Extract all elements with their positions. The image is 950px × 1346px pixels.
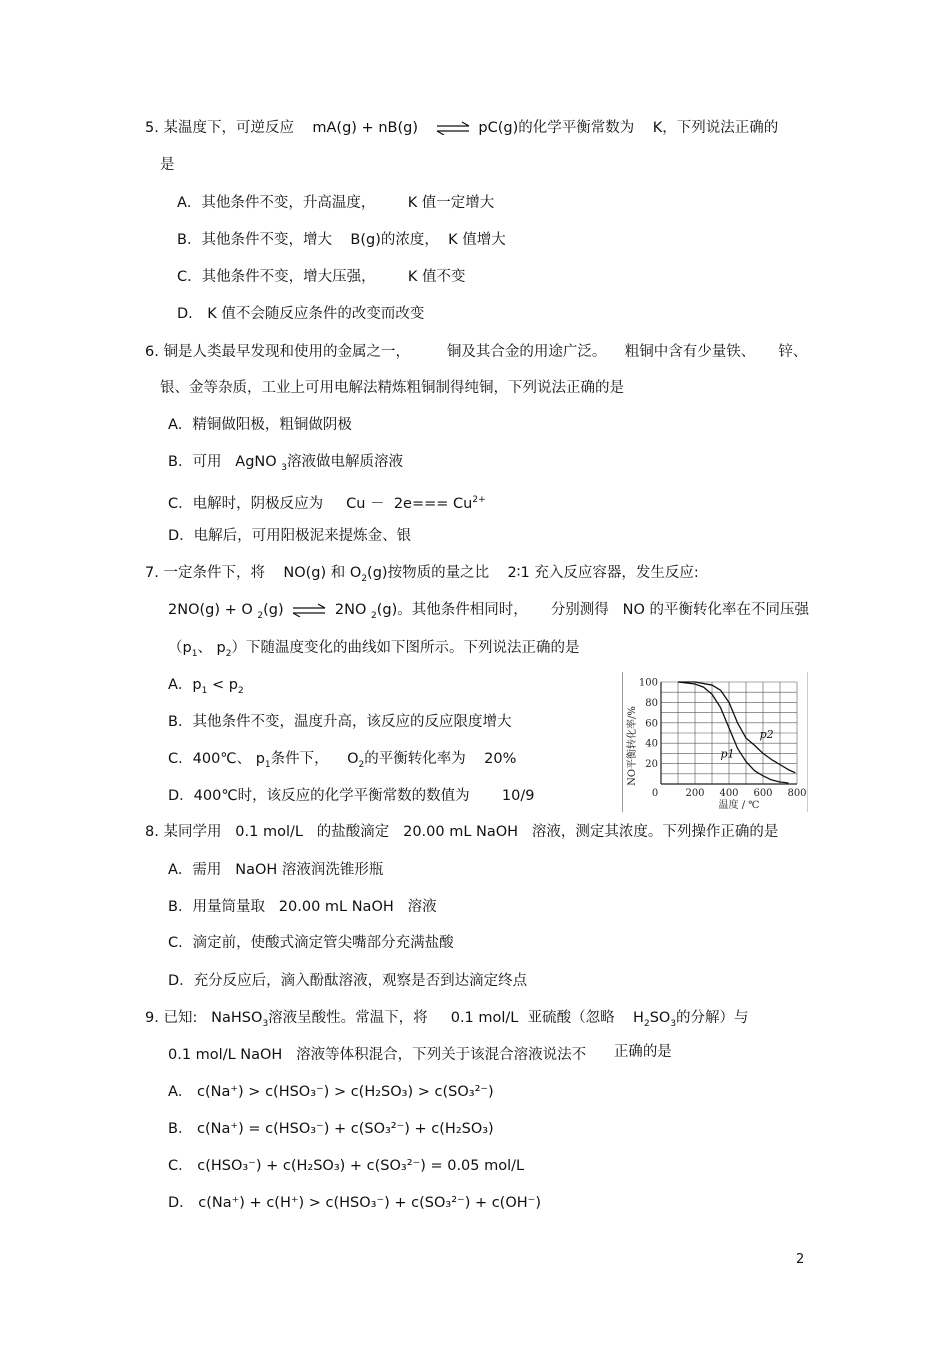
q9-line1-g: H [633, 1010, 644, 1026]
q9-line1-sub1: 3 [262, 1018, 269, 1029]
q5-stem: 5. 某温度下，可逆反应 [145, 120, 294, 136]
q7-line1 [145, 563, 699, 589]
page-number: 2 [796, 1252, 805, 1267]
q9-line1-e: 0.1 mol/L [450, 1010, 519, 1026]
q7-line2-g: 分别测得 [550, 602, 609, 618]
q6-option-c-c: 2e [393, 495, 412, 512]
q5-option-b [177, 230, 506, 250]
q8-line1-e: 溶液，测定其浓度。下列操作正确的是 [531, 824, 779, 840]
q8-option-b-a: B．用量筒量取 [168, 899, 265, 915]
q7-line2-a: 2NO(g) + O [168, 602, 253, 618]
equilibrium-arrow-icon [292, 603, 326, 617]
q8-option-a [168, 860, 383, 880]
x-tick-label: 600 [753, 788, 773, 799]
q9-line2-emphasis: 正确 [613, 1044, 643, 1060]
series-label-p1: p1 [720, 747, 735, 761]
equilibrium-arrow-icon [436, 121, 470, 135]
q9-line1 [145, 1008, 749, 1034]
q9-line1-b: NaHSO [211, 1010, 263, 1026]
q9-line1-d: 溶液呈酸性。常温下，将 [268, 1010, 428, 1026]
series-label-p2: p2 [759, 728, 774, 742]
q7-line2-h: NO 的平衡转化率在不同压强 [622, 602, 810, 618]
q9-line1-f: 亚硫酸（忽略 [527, 1010, 615, 1026]
q9-option-c: C． c(HSO₃⁻) + c(H₂SO₃) + c(SO₃²⁻) = 0.05 mol/L [168, 1158, 525, 1174]
q5-option-a-text: A．其他条件不变，升高温度， [177, 195, 376, 211]
q5-product: pC(g)的化学平衡常数为 [478, 120, 635, 136]
q9-line1-a: 9. 已知: [145, 1010, 198, 1026]
q7-option-c-sub1: 1 [264, 759, 271, 770]
x-tick-label: 800 [787, 788, 807, 799]
q6-option-b-sub: 3 [281, 462, 288, 473]
q6-option-c-sup: 2+ [472, 495, 486, 505]
q6-option-b-b: AgNO [235, 454, 277, 470]
q5-line2: 是 [160, 157, 175, 173]
q7-option-d-a: D．400℃时，该反应的化学平衡常数的数值为 [168, 788, 470, 804]
q5-option-b-text2: B(g)的浓度， [350, 232, 439, 248]
q6-option-d: D．电解后，可用阳极泥来提炼金、银 [168, 528, 412, 544]
q7-option-d [168, 786, 534, 806]
q6-option-c [168, 490, 486, 514]
q5-option-a [177, 193, 494, 213]
q7-line3-sub1: 1 [191, 648, 198, 659]
q5-option-c-text2: K 值不变 [407, 269, 466, 285]
q7-option-a-c: < p [207, 677, 238, 693]
q6-line2: 银、金等杂质，工业上可用电解法精炼粗铜制得纯铜，下列说法正确的是 [160, 380, 624, 396]
q5-option-b-text3: K 值增大 [448, 232, 506, 248]
y-tick-label: 80 [645, 697, 658, 709]
q8-line1 [145, 822, 778, 842]
q7-option-c-f: 的平衡转化率为 [364, 751, 466, 767]
q9-line2-a: 0.1 mol/L NaOH [168, 1047, 283, 1063]
q6-option-c-d: === Cu [411, 495, 473, 512]
q7-line2 [168, 600, 809, 626]
q6-option-b [168, 452, 403, 478]
q6-option-c-b: Cu － [346, 495, 385, 512]
q8-option-b [168, 897, 437, 917]
q7-line1-d: (g)按物质的量之比 [367, 565, 490, 581]
q5-option-b-text: B．其他条件不变，增大 [177, 232, 332, 248]
q6-option-b-d: 溶液做电解质溶液 [287, 454, 404, 470]
q8-line1-c: 的盐酸滴定 [316, 824, 390, 840]
q7-line3-sub2: 2 [225, 648, 232, 659]
q9-line1-sub3: 3 [670, 1018, 677, 1029]
x-tick-label: 400 [719, 788, 739, 799]
q6-option-a: A．精铜做阳极，粗铜做阴极 [168, 417, 352, 433]
q5-option-c-text: C．其他条件不变，增大压强， [177, 269, 376, 285]
q6-option-b-a: B．可用 [168, 454, 222, 470]
q9-line1-k: 的分解）与 [676, 1010, 749, 1026]
x-axis-label: 温度 / ℃ [718, 800, 760, 811]
q7-line3 [168, 638, 580, 664]
conversion-chart-svg [623, 672, 807, 812]
q6-option-c-a: C．电解时，阴极反应为 [168, 495, 324, 512]
q7-line3-e: ）下随温度变化的曲线如下图所示。下列说法正确的是 [231, 640, 580, 656]
conversion-chart [622, 672, 808, 812]
q5-line1 [145, 118, 778, 138]
q6-line1-b: 铜及其合金的用途广泛。 [446, 344, 607, 360]
q9-line1-i: SO [649, 1010, 671, 1026]
q7-line1-e: 2∶1 充入反应容器，发生反应: [507, 565, 699, 581]
q7-option-c-g: 20% [484, 751, 517, 767]
q7-option-c-a: C．400℃、 p [168, 751, 265, 767]
q7-line1-a: 7. 一定条件下，将 [145, 565, 265, 581]
q7-option-a-sub2: 2 [237, 685, 244, 696]
q7-line1-b: NO(g) 和 O [283, 565, 362, 581]
q7-line2-d: 2NO [334, 602, 367, 618]
q7-option-b: B．其他条件不变，温度升高，该反应的反应限度增大 [168, 714, 512, 730]
x-tick-label: 200 [685, 788, 705, 799]
q8-line1-a: 8. 某同学用 [145, 824, 222, 840]
y-tick-label: 60 [645, 718, 658, 730]
q6-line1-d: 锌、 [778, 344, 808, 360]
q6-line1-a: 6. 铜是人类最早发现和使用的金属之一， [145, 344, 410, 360]
q7-option-a [168, 675, 244, 701]
q7-line1-sub: 2 [361, 573, 368, 584]
q7-option-c-c: 条件下， [270, 751, 329, 767]
q7-line3-a: （p [168, 640, 192, 656]
y-tick-label: 100 [638, 677, 658, 689]
q9-option-a: A． c(Na⁺) > c(HSO₃⁻) > c(H₂SO₃) > c(SO₃²⁻) [168, 1084, 494, 1100]
q6-line1 [145, 342, 807, 362]
x-tick-label: 0 [651, 788, 659, 799]
y-tick-label: 40 [645, 738, 658, 750]
q8-option-d: D．充分反应后，滴入酚酞溶液，观察是否到达滴定终点 [168, 973, 528, 989]
q7-option-d-b: 10/9 [501, 788, 535, 804]
series-line-p2 [678, 682, 795, 773]
q5-reactants: mA(g) + nB(g) [312, 120, 418, 136]
q9-line1-sub2: 2 [643, 1018, 650, 1029]
q9-option-b: B． c(Na⁺) = c(HSO₃⁻) + c(SO₃²⁻) + c(H₂SO₃) [168, 1121, 494, 1137]
q7-line2-sub1: 2 [257, 610, 264, 621]
q5-option-d: D． K 值不会随反应条件的改变而改变 [177, 306, 425, 322]
q5-option-c [177, 267, 466, 287]
q8-option-c: C．滴定前，使酸式滴定管尖嘴部分充满盐酸 [168, 935, 454, 951]
q9-option-d: D． c(Na⁺) + c(H⁺) > c(HSO₃⁻) + c(SO₃²⁻) + c(OH⁻) [168, 1195, 541, 1211]
q7-line2-f: (g)。其他条件相同时， [376, 602, 528, 618]
q7-option-a-a: A．p [168, 677, 202, 693]
q7-line2-c: (g) [263, 602, 284, 618]
q7-option-a-sub1: 1 [201, 685, 208, 696]
y-axis-label: NO平衡转化率/% [627, 706, 638, 786]
q9-line2 [168, 1045, 672, 1065]
q5-option-a-text2: K 值一定增大 [407, 195, 495, 211]
q8-line1-b: 0.1 mol/L [235, 824, 303, 840]
q8-option-b-c: 溶液 [407, 899, 437, 915]
y-tick-label: 20 [645, 759, 658, 771]
q8-line1-d: 20.00 mL NaOH [403, 824, 519, 840]
q6-line1-c: 粗铜中含有少量铁、 [624, 344, 756, 360]
q8-option-b-b: 20.00 mL NaOH [278, 899, 394, 915]
q7-line3-c: 、 p [197, 640, 226, 656]
q9-line2-d: 的是 [642, 1044, 672, 1060]
q9-line2-b: 溶液等体积混合，下列关于该混合溶液说法不 [296, 1047, 587, 1063]
q7-option-c-d: O [347, 751, 359, 767]
q5-k: K，下列说法正确的 [652, 120, 779, 136]
q8-option-a-b: NaOH 溶液润洗锥形瓶 [235, 862, 384, 878]
q7-line2-sub2: 2 [371, 610, 377, 621]
q7-option-c [168, 749, 516, 775]
q8-option-a-a: A．需用 [168, 862, 222, 878]
q7-option-c-sub2: 2 [358, 759, 365, 770]
